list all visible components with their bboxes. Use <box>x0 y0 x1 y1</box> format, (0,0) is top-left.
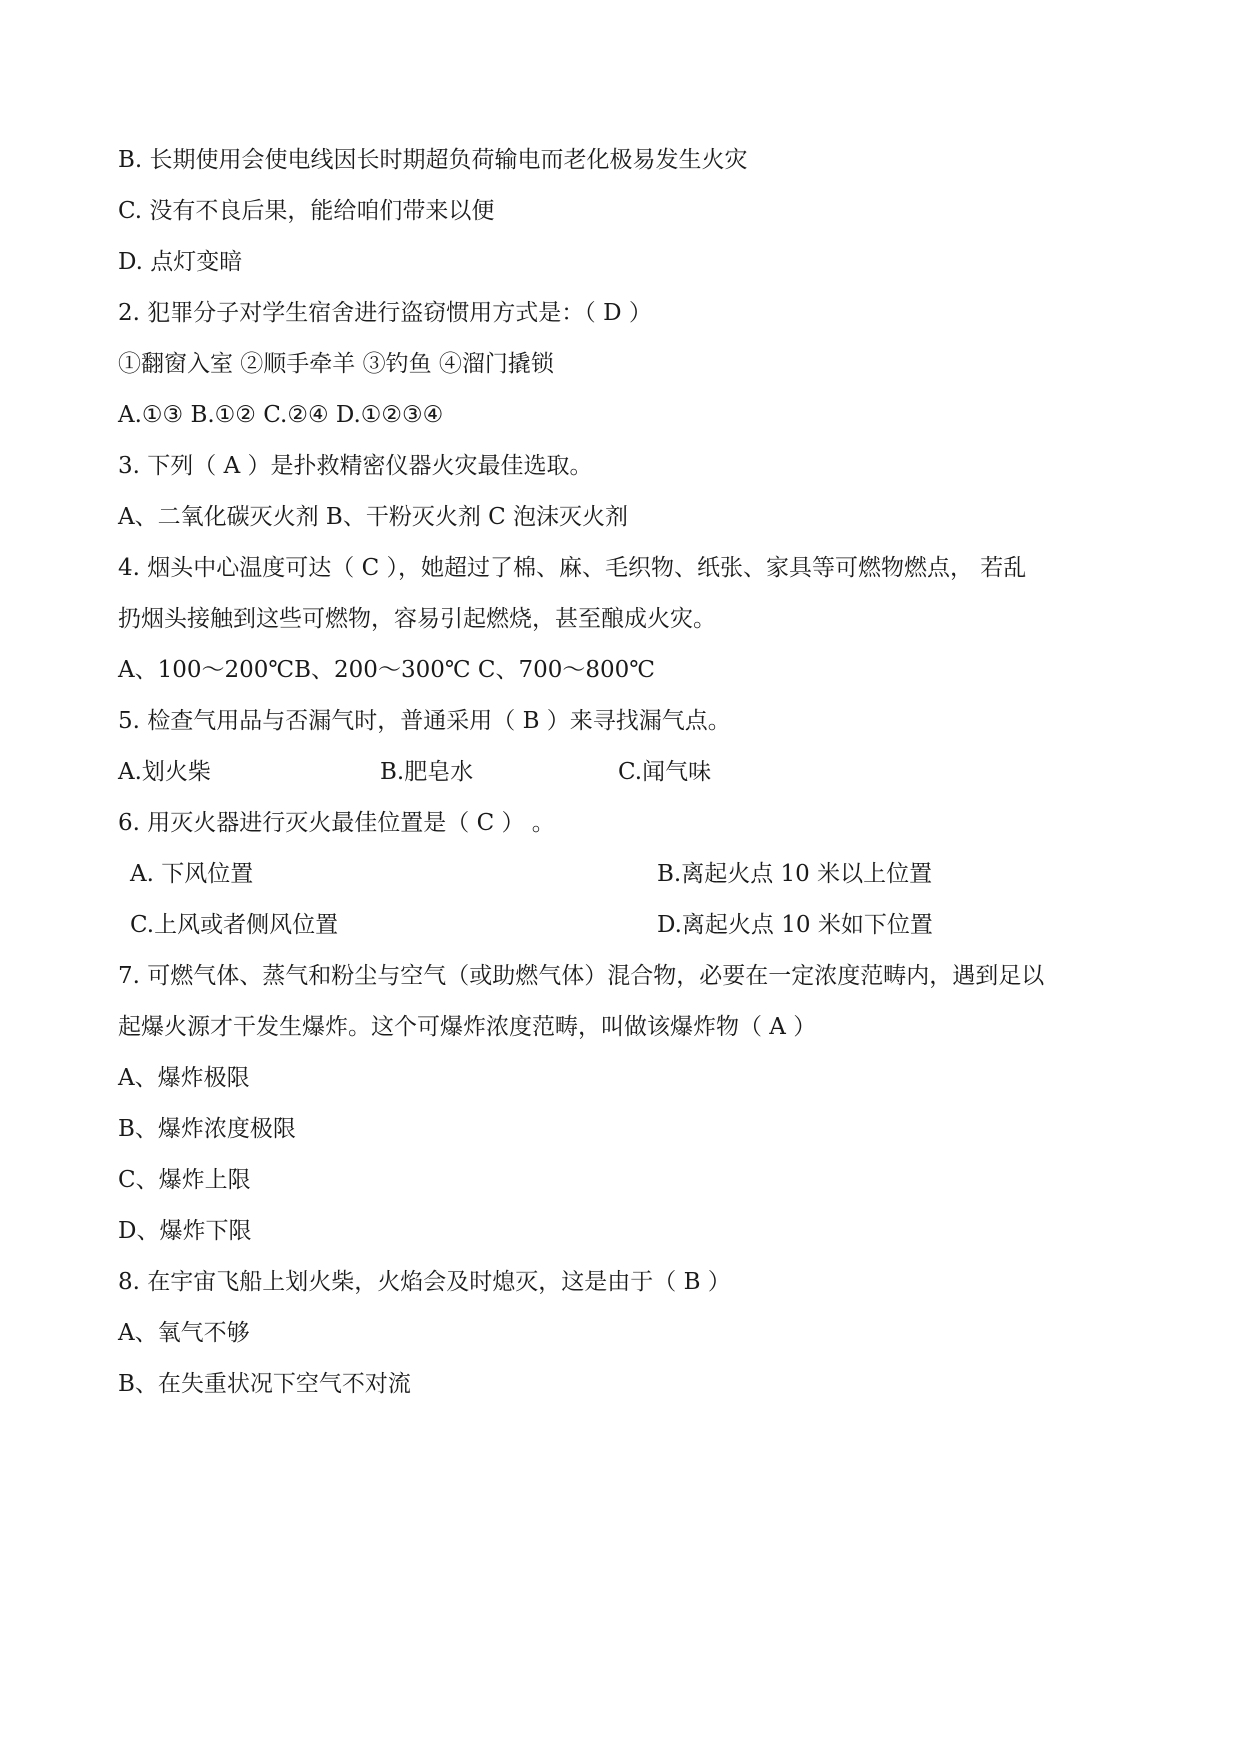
option-line: B. 长期使用会使电线因长时期超负荷输电而老化极易发生火灾 <box>118 147 748 173</box>
question-line: 起爆火源才干发生爆炸。这个可爆炸浓度范畴，叫做该爆炸物（ A ） <box>118 1014 817 1040</box>
option-b: B.离起火点 10 米以上位置 <box>657 861 933 887</box>
question-5: 5. 检查气用品与否漏气时，普通采用（ B ）来寻找漏气点。 <box>118 708 731 734</box>
question-7: 7. 可燃气体、蒸气和粉尘与空气（或助燃气体）混合物，必要在一定浓度范畴内，遇到足以 <box>118 963 1045 989</box>
question-8: 8. 在宇宙飞船上划火柴，火焰会及时熄灭，这是由于（ B ） <box>118 1269 731 1295</box>
option-line: A、二氧化碳灭火剂 B、干粉灭火剂 C 泡沫灭火剂 <box>118 504 629 530</box>
option-line: A.①③ B.①② C.②④ D.①②③④ <box>118 402 444 428</box>
option-line: D、爆炸下限 <box>118 1218 252 1244</box>
option-line: D. 点灯变暗 <box>118 249 243 275</box>
option-a: A. 下风位置 <box>130 861 254 887</box>
option-c: C.闻气味 <box>618 759 712 785</box>
question-2: 2. 犯罪分子对学生宿舍进行盗窃惯用方式是：（ D ） <box>118 300 652 326</box>
question-line: 扔烟头接触到这些可燃物，容易引起燃烧，甚至酿成火灾。 <box>118 606 716 632</box>
option-line: C. 没有不良后果，能给咱们带来以便 <box>118 198 495 224</box>
option-c: C.上风或者侧风位置 <box>130 912 339 938</box>
question-4: 4. 烟头中心温度可达（ C ），她超过了棉、麻、毛织物、纸张、家具等可燃物燃点， 若乱 <box>118 555 1027 581</box>
option-line: A、氧气不够 <box>118 1320 250 1346</box>
option-line: A、100～200℃B、200～300℃ C、700～800℃ <box>118 657 656 683</box>
option-line: A、爆炸极限 <box>118 1065 250 1091</box>
option-line: B、爆炸浓度极限 <box>118 1116 296 1142</box>
question-6: 6. 用灭火器进行灭火最佳位置是（ C ） 。 <box>118 810 555 836</box>
question-3: 3. 下列（ A ）是扑救精密仪器火灾最佳选取。 <box>118 453 593 479</box>
option-b: B.肥皂水 <box>380 759 474 785</box>
option-line: C、爆炸上限 <box>118 1167 251 1193</box>
option-a: A.划火柴 <box>118 759 211 785</box>
option-line: B、在失重状况下空气不对流 <box>118 1371 411 1397</box>
question-line: ①翻窗入室 ②顺手牵羊 ③钓鱼 ④溜门撬锁 <box>118 351 554 377</box>
option-d: D.离起火点 10 米如下位置 <box>657 912 933 938</box>
